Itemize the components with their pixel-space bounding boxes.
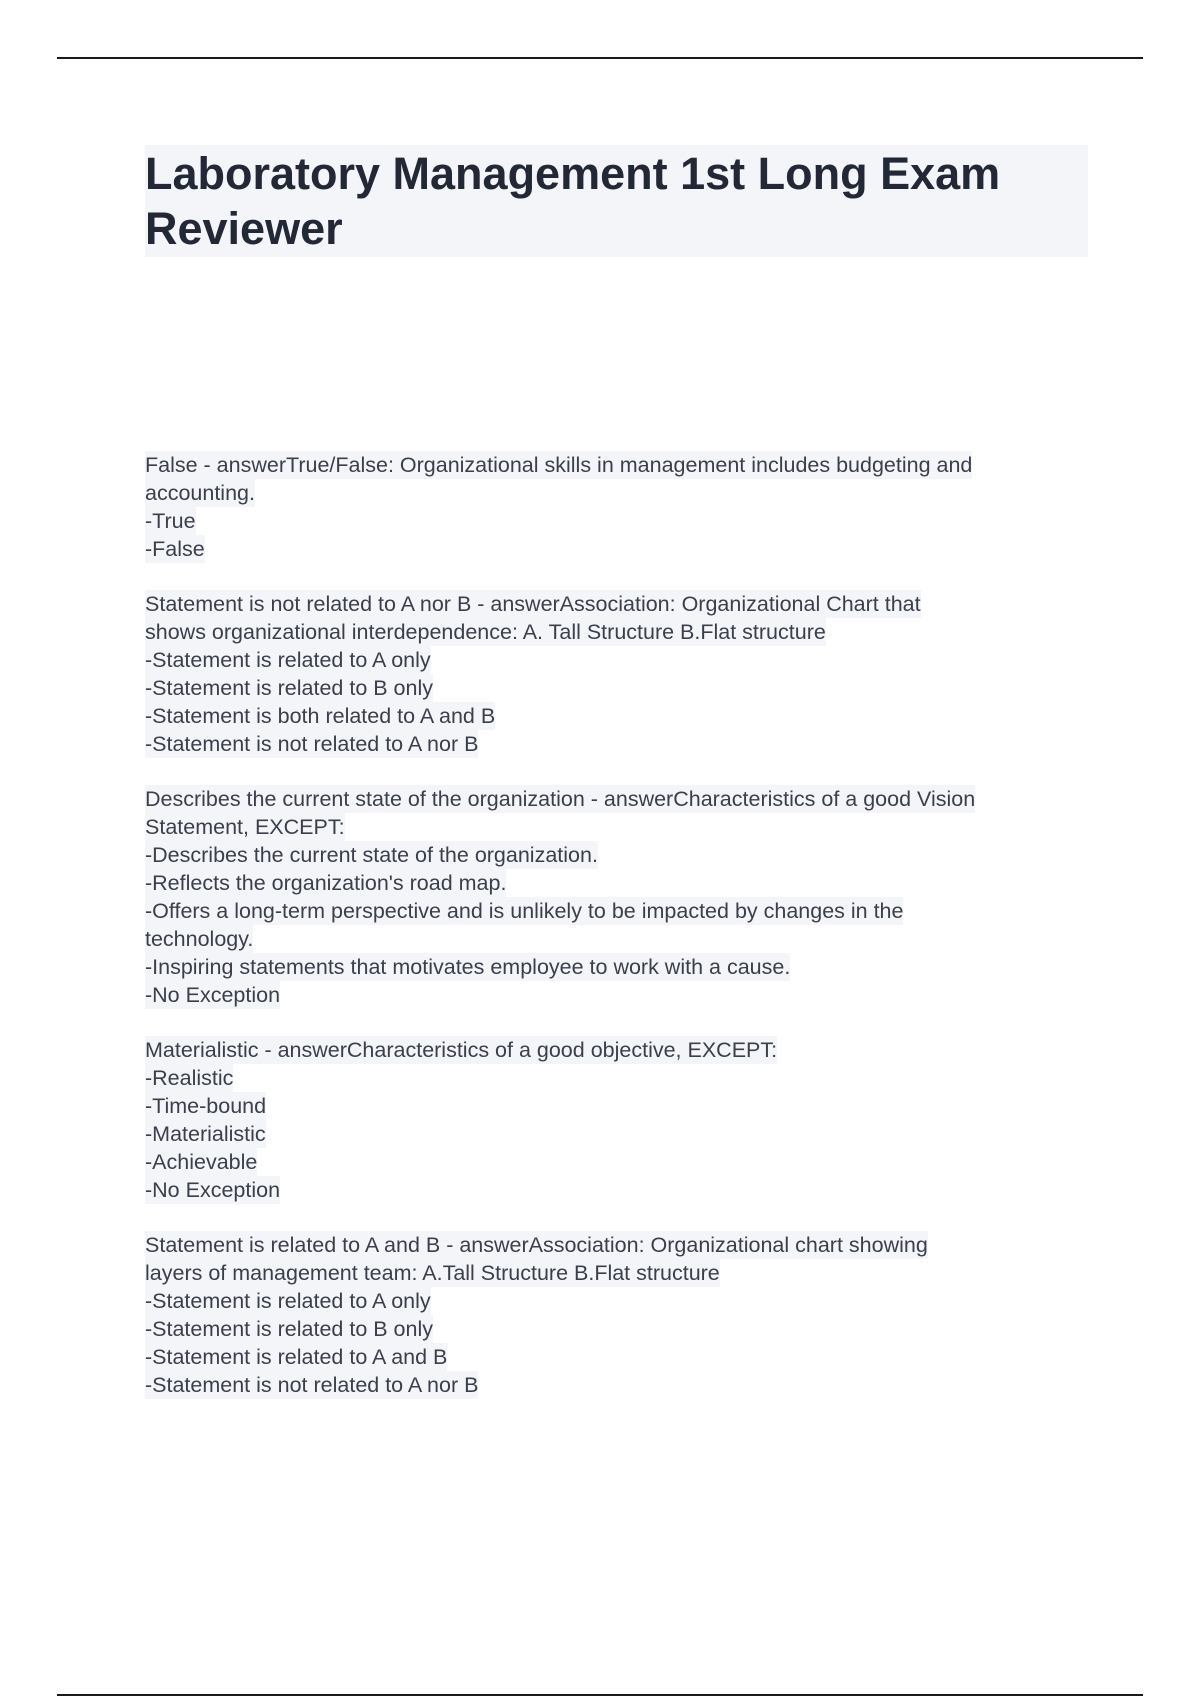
qa-option: -Statement is related to A and B	[145, 1345, 448, 1369]
qa-option: -Describes the current state of the organization.	[145, 843, 598, 867]
document-title	[145, 146, 1088, 256]
qa-option: -Statement is both related to A and B	[145, 704, 496, 728]
qa-option: -Materialistic	[145, 1122, 266, 1146]
qa-line: False - answerTrue/False: Organizational skills in management includes budgeting and	[145, 453, 973, 477]
qa-list	[145, 451, 1105, 1426]
qa-line: Statement is related to A and B - answerAssociation: Organizational chart showing	[145, 1233, 928, 1257]
qa-item-4	[145, 1036, 1105, 1204]
qa-line: shows organizational interdependence: A. Tall Structure B.Flat structure	[145, 620, 826, 644]
qa-option: -True	[145, 509, 196, 533]
qa-option: -Statement is not related to A nor B	[145, 732, 479, 756]
qa-item-3	[145, 785, 1105, 1009]
qa-line: layers of management team: A.Tall Structure B.Flat structure	[145, 1261, 720, 1285]
qa-option: -Time-bound	[145, 1094, 267, 1118]
qa-item-5	[145, 1231, 1105, 1399]
title-block	[145, 145, 1088, 257]
qa-line: Describes the current state of the organization - answerCharacteristics of a good Vision	[145, 787, 976, 811]
qa-option: -No Exception	[145, 983, 281, 1007]
title-line: Laboratory Management 1st Long Exam	[145, 148, 1001, 199]
qa-option: -Statement is related to B only	[145, 1317, 434, 1341]
title-line: Reviewer	[145, 203, 343, 254]
qa-item-2	[145, 590, 1105, 758]
qa-item-1	[145, 451, 1105, 563]
qa-option: -Offers a long-term perspective and is unlikely to be impacted by changes in the	[145, 899, 904, 923]
qa-option: -No Exception	[145, 1178, 281, 1202]
qa-option: technology.	[145, 927, 254, 951]
qa-option: -False	[145, 537, 205, 561]
qa-option: -Statement is not related to A nor B	[145, 1373, 479, 1397]
qa-option: -Statement is related to A only	[145, 1289, 431, 1313]
qa-option: -Statement is related to A only	[145, 648, 431, 672]
top-rule	[57, 57, 1143, 59]
qa-line: Statement is not related to A nor B - answerAssociation: Organizational Chart that	[145, 592, 921, 616]
qa-line: Materialistic - answerCharacteristics of a good objective, EXCEPT:	[145, 1038, 778, 1062]
qa-line: accounting.	[145, 481, 255, 505]
qa-line: Statement, EXCEPT:	[145, 815, 345, 839]
bottom-rule	[57, 1694, 1143, 1696]
qa-option: -Inspiring statements that motivates employee to work with a cause.	[145, 955, 791, 979]
qa-option: -Achievable	[145, 1150, 258, 1174]
qa-option: -Reflects the organization's road map.	[145, 871, 507, 895]
qa-option: -Realistic	[145, 1066, 234, 1090]
qa-option: -Statement is related to B only	[145, 676, 434, 700]
